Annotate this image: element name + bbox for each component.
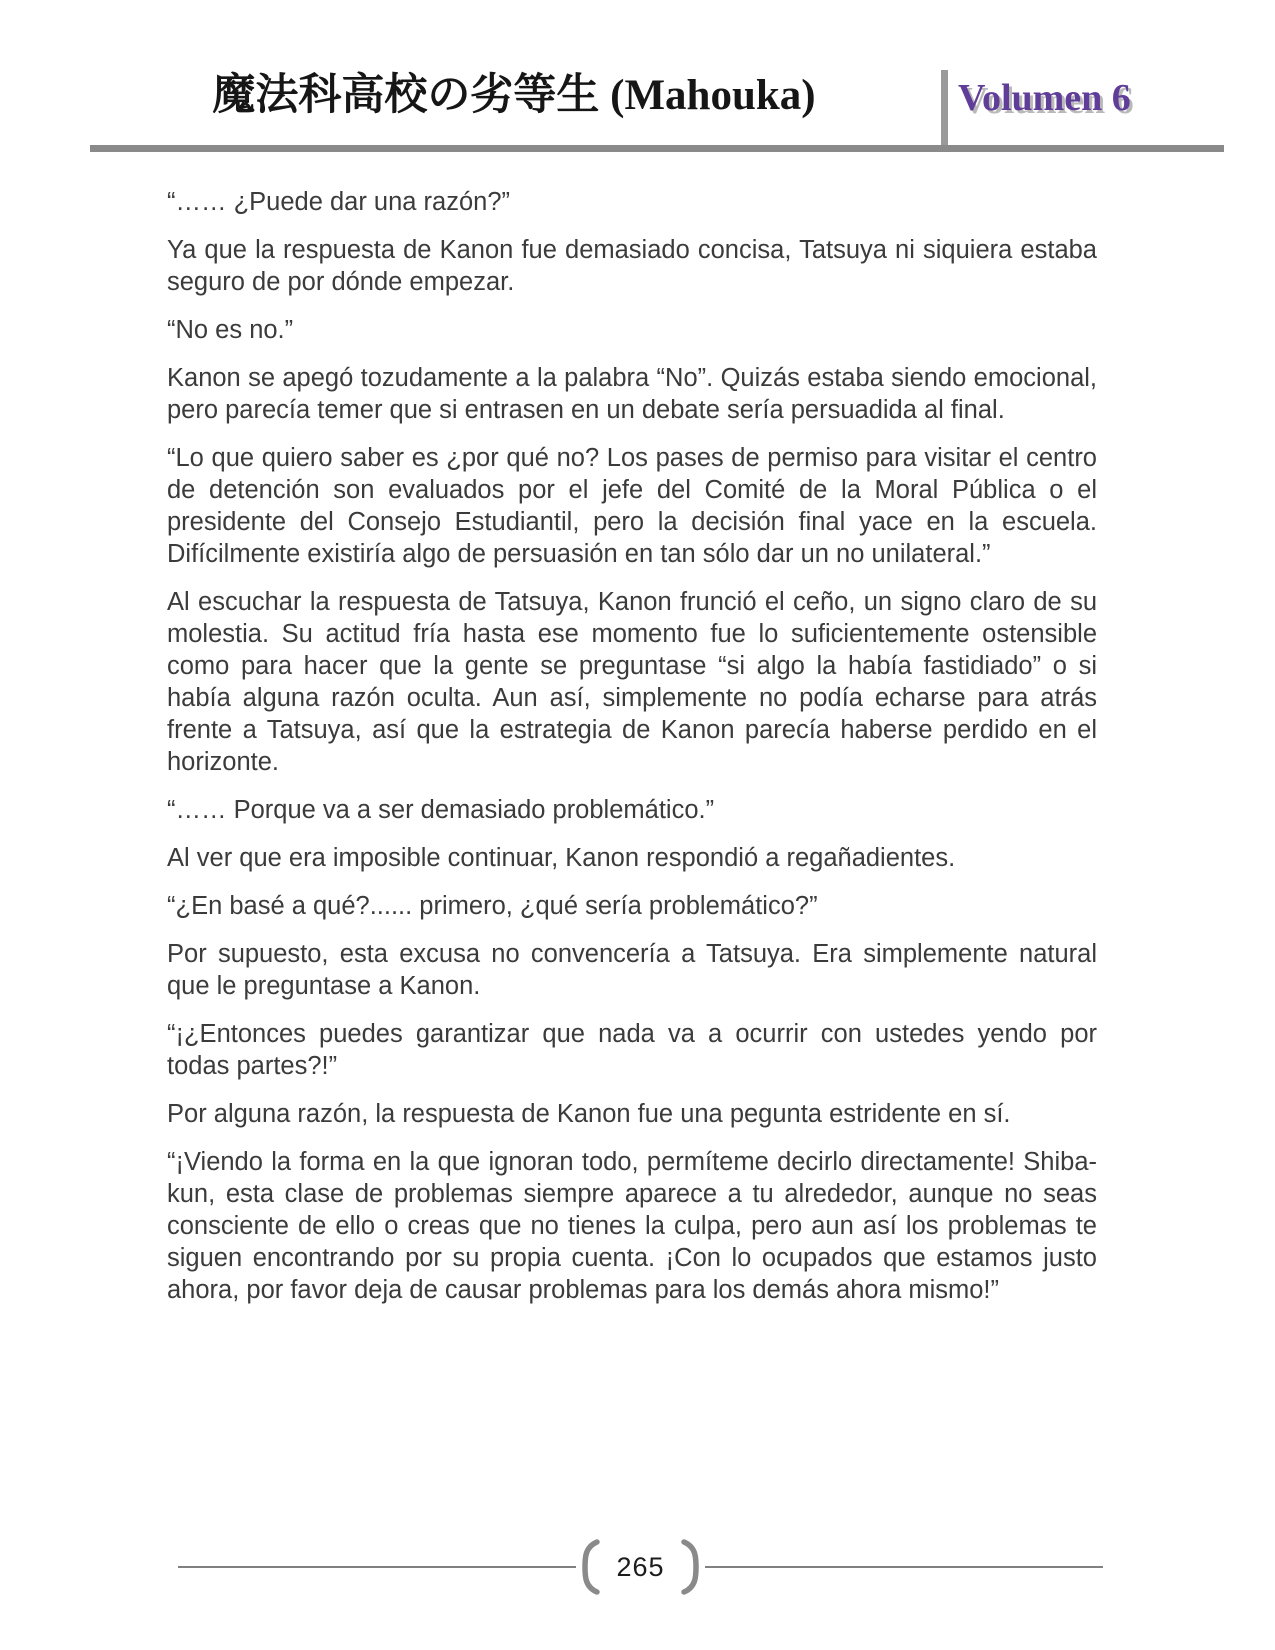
- volume-divider-bar: [941, 70, 948, 152]
- paragraph: “No es no.”: [167, 316, 294, 344]
- page-number: 265: [616, 1551, 665, 1582]
- paragraph: Por supuesto, esta excusa no convencería a Tatsuya. Era simplemente natural que le preguntase a Kanon.: [167, 940, 1097, 1000]
- volume-label: Volumen 6: [958, 77, 1131, 119]
- paragraph: Al escuchar la respuesta de Tatsuya, Kanon frunció el ceño, un signo claro de su molestia. Su actitud fría hasta ese momento fue lo suficientemente ostensible como para hacer que la gente se preguntase “si algo la había fastidiado” o si había alguna razón oculta. Aun así, simplemente no podía echarse para atrás frente a Tatsuya, así que la estrategia de Kanon parecía haberse perdido en el horizonte.: [167, 588, 1097, 776]
- paragraph: “…… Porque va a ser demasiado problemático.”: [167, 796, 715, 824]
- footer-line-left: [178, 1566, 576, 1569]
- page-number-bracket-left-icon: [576, 1538, 602, 1596]
- paragraph: Kanon se apegó tozudamente a la palabra “No”. Quizás estaba siendo emocional, pero parecía temer que si entrasen en un debate sería persuadida al final.: [167, 364, 1097, 424]
- paragraph: “¡Viendo la forma en la que ignoran todo, permíteme decirlo directamente! Shiba-kun, esta clase de problemas siempre aparece a tu alrededor, aunque no seas consciente de ello o creas que no tienes la culpa, pero aun así los problemas te siguen encontrando por su propia cuenta. ¡Con lo ocupados que estamos justo ahora, por favor deja de causar problemas para los demás ahora mismo!”: [167, 1148, 1097, 1304]
- page-title: 魔法科高校の劣等生 (Mahouka): [212, 72, 816, 119]
- paragraph: Al ver que era imposible continuar, Kanon respondió a regañadientes.: [167, 844, 956, 872]
- paragraph: “¿En basé a qué?...... primero, ¿qué sería problemático?”: [167, 892, 818, 920]
- paragraph: “Lo que quiero saber es ¿por qué no? Los pases de permiso para visitar el centro de detención son evaluados por el jefe del Comité de la Moral Pública o el presidente del Consejo Estudiantil, pero la decisión final yace en la escuela. Difícilmente existiría algo de persuasión en tan sólo dar un no unilateral.”: [167, 444, 1097, 568]
- page-number-bracket-right-icon: [679, 1538, 705, 1596]
- paragraph: Por alguna razón, la respuesta de Kanon fue una pegunta estridente en sí.: [167, 1100, 1011, 1128]
- footer: [178, 1538, 1103, 1596]
- header-rule: [90, 145, 1224, 152]
- paragraph: “…… ¿Puede dar una razón?”: [167, 188, 511, 216]
- paragraph: “¡¿Entonces puedes garantizar que nada va a ocurrir con ustedes yendo por todas partes?!”: [167, 1020, 1097, 1080]
- paragraph: Ya que la respuesta de Kanon fue demasiado concisa, Tatsuya ni siquiera estaba seguro de por dónde empezar.: [167, 236, 1097, 296]
- body-text: [167, 186, 1097, 1306]
- footer-line-right: [705, 1566, 1103, 1569]
